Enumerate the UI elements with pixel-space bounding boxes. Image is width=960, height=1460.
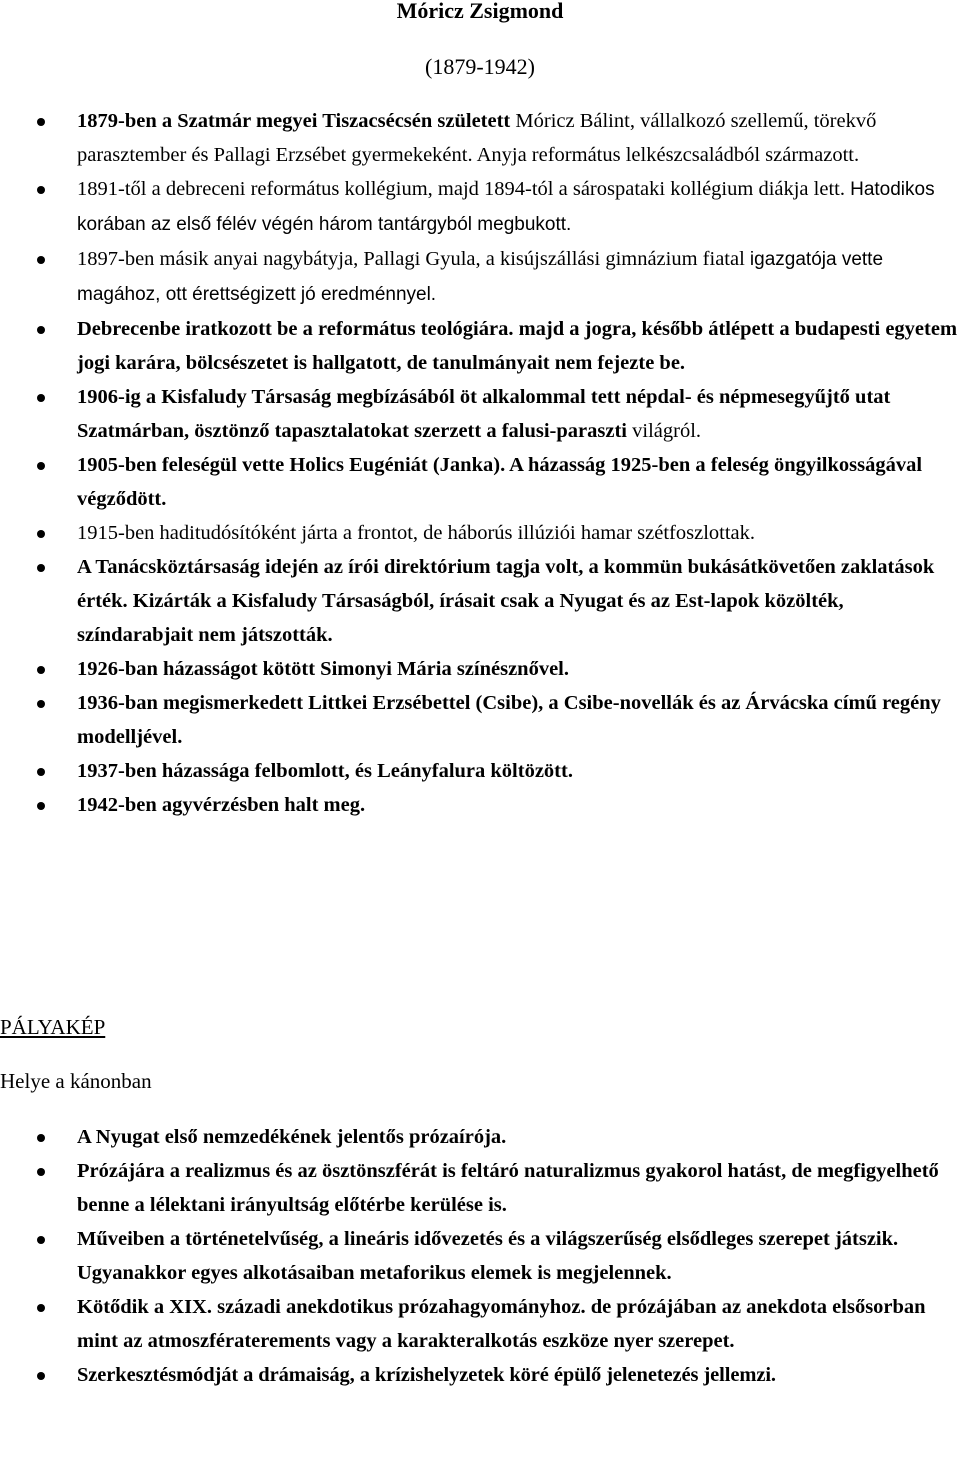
list-item: [0, 1222, 960, 1290]
text-segment: 1936-ban megismerkedett Littkei Erzsébettel (Csibe), a Csibe-novellák és az Árvácska című regény modelljével.: [77, 692, 941, 748]
bullet-icon: [37, 118, 45, 126]
biography-list: [0, 104, 960, 822]
bullet-icon: [37, 666, 45, 674]
list-item: [0, 1154, 960, 1222]
bullet-icon: [37, 530, 45, 538]
list-item: [0, 1290, 960, 1358]
text-segment: Hatodikos korában az első félév végén három tantárgyból megbukott.: [77, 179, 935, 235]
page-title: Móricz Zsigmond: [396, 0, 564, 23]
list-item: [0, 1120, 960, 1154]
list-item: [0, 312, 960, 380]
bullet-icon: [37, 768, 45, 776]
text-segment: Debrecenbe iratkozott be a református teológiára. majd a jogra, később átlépett a budapesti egyetem jogi karára, bölcsészetet is hallgatott, de tanulmányait nem fejezte be.: [77, 318, 958, 374]
list-item: [0, 652, 960, 686]
text-segment: 1905-ben feleségül vette Holics Eugéniát (Janka). A házasság 1925-ben a feleség öngyilkosságával végződött.: [77, 454, 923, 510]
text-segment: világról.: [632, 420, 702, 442]
bullet-icon: [37, 186, 45, 194]
text-segment: 1926-ban házasságot kötött Simonyi Mária színésznővel.: [77, 658, 569, 680]
text-segment: Kötődik a XIX. századi anekdotikus prózahagyományhoz. de prózájában az anekdota elsősorban mint az atmoszfératerements vagy a karakteralkotás eszköze nyer szerepet.: [77, 1296, 926, 1352]
list-item: [0, 1358, 960, 1392]
text-segment: igazgatója vette magához, ott érettségizett jó eredménnyel.: [77, 249, 884, 305]
list-item: [0, 550, 960, 652]
text-segment: 1897-ben másik anyai nagybátyja, Pallagi Gyula, a kisújszállási gimnázium fiatal: [77, 248, 750, 270]
bullet-icon: [37, 394, 45, 402]
text-segment: 1915-ben haditudósítóként járta a frontot, de háborús illúziói hamar szétfoszlottak.: [77, 522, 756, 544]
bullet-icon: [37, 700, 45, 708]
bullet-icon: [37, 802, 45, 810]
bullet-icon: [37, 1236, 45, 1244]
canon-list: [0, 1120, 960, 1392]
list-item: [0, 380, 960, 448]
list-item: [0, 172, 960, 242]
bullet-icon: [37, 1372, 45, 1380]
life-years: (1879-1942): [425, 54, 535, 79]
list-item: [0, 686, 960, 754]
section-heading-kanon: Helye a kánonban: [0, 1069, 152, 1093]
section-heading-palyakep: PÁLYAKÉP: [0, 1015, 106, 1039]
list-item: [0, 448, 960, 516]
text-segment: Műveiben a történetelvűség, a lineáris idővezetés és a világszerűség elsődleges szerepet játszik. Ugyanakkor egyes alkotásaiban metaforikus elemek is megjelennek.: [77, 1228, 899, 1284]
text-segment: A Tanácsköztársaság idején az írói direktórium tagja volt, a kommün bukásátkövetően zaklatások érték. Kizárták a Kisfaludy Társaságból, írásait csak a Nyugat és az Est-lapok közölték, színdarabjait nem játszották.: [77, 556, 935, 646]
list-item: [0, 242, 960, 312]
bullet-icon: [37, 1168, 45, 1176]
list-item: [0, 788, 960, 822]
bullet-icon: [37, 1134, 45, 1142]
bullet-icon: [37, 1304, 45, 1312]
list-item: [0, 516, 960, 550]
bullet-icon: [37, 326, 45, 334]
list-item: [0, 754, 960, 788]
text-segment: Szerkesztésmódját a drámaiság, a krízishelyzetek köré épülő jelenetezés jellemzi.: [77, 1364, 776, 1386]
text-segment: 1879-ben a Szatmár megyei Tiszacsécsén született: [77, 110, 511, 132]
text-segment: 1937-ben házassága felbomlott, és Leányfalura költözött.: [77, 760, 573, 782]
text-segment: 1942-ben agyvérzésben halt meg.: [77, 794, 366, 816]
text-segment: 1906-ig a Kisfaludy Társaság megbízásából öt alkalommal tett népdal- és népmesegyűjtő utat Szatmárban, ösztönző tapasztalatokat szerzett a falusi-paraszti: [77, 386, 891, 442]
text-segment: A Nyugat első nemzedékének jelentős prózaírója.: [77, 1126, 507, 1148]
text-segment: 1891-től a debreceni református kollégium, majd 1894-tól a sárospataki kollégium diákja lett.: [77, 178, 851, 200]
text-segment: Móricz Bálint, vállalkozó szellemű, törekvő parasztember és Pallagi Erzsébet gyermekeként. Anyja református lelkészcsaládból származott.: [77, 110, 877, 166]
bullet-icon: [37, 564, 45, 572]
text-segment: Prózájára a realizmus és az ösztönszférát is feltáró naturalizmus gyakorol hatást, de megfigyelhető benne a lélektani irányultság előtérbe kerülése is.: [77, 1160, 939, 1216]
bullet-icon: [37, 256, 45, 264]
list-item: [0, 104, 960, 172]
bullet-icon: [37, 462, 45, 470]
